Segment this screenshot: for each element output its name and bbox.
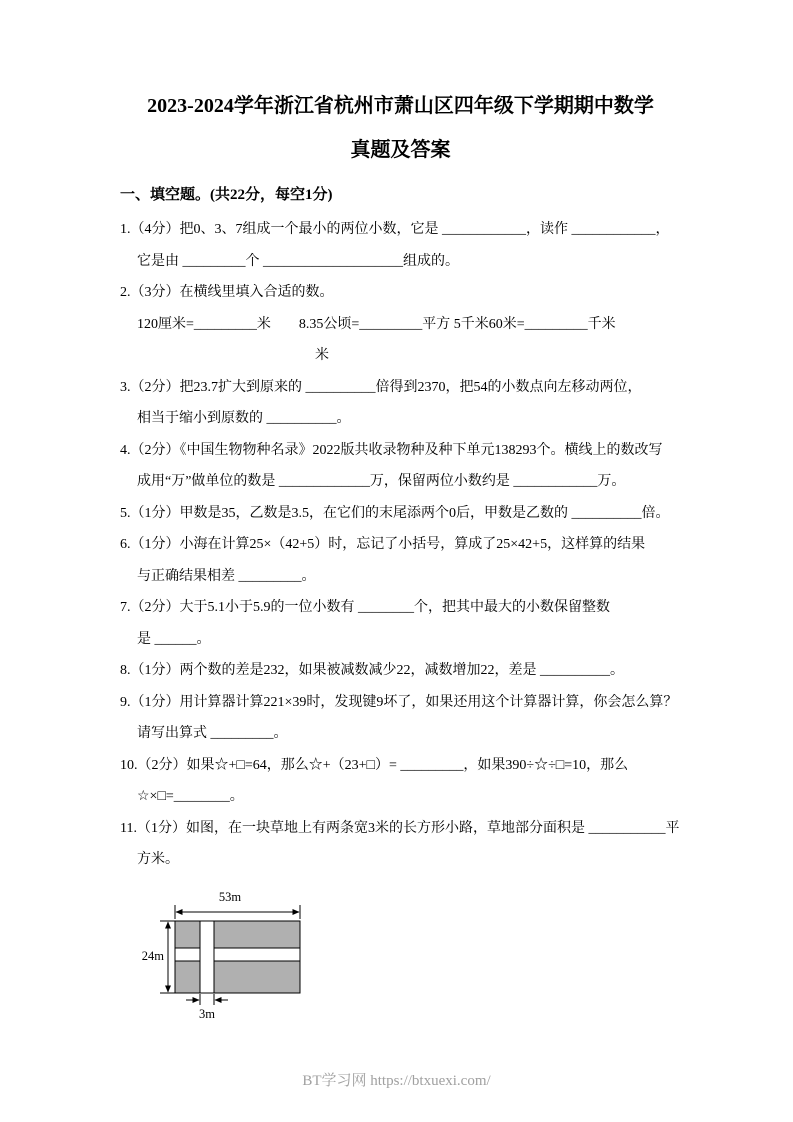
question-6-line-1: 6.（1分）小海在计算25×（42+5）时，忘记了小括号，算成了25×42+5，这样算的结果 [120, 537, 646, 552]
question-5 [120, 498, 681, 530]
question-3-line-2: 相当于缩小到原数的 __________。 [137, 411, 351, 426]
horizontal-path [175, 948, 300, 961]
question-list [120, 214, 681, 876]
question-2-line-3: 米 [315, 348, 329, 363]
figure-height-label: 24m [141, 948, 164, 963]
question-4 [120, 435, 681, 498]
question-6 [120, 529, 681, 592]
question-1 [120, 214, 681, 277]
question-10 [120, 750, 681, 813]
question-2-line-2: 120厘米=_________米 8.35公顷=_________平方 5千米60米=_________千米 [137, 316, 616, 332]
question-4-line-1: 4.（2分）《中国生物物种名录》2022版共收录物种及种下单元138293个。横线上的数改写 [120, 442, 663, 458]
question-4-line-2: 成用“万”做单位的数是 _____________万，保留两位小数约是 ____________万。 [137, 474, 626, 489]
vertical-path [200, 921, 214, 993]
garden-path-figure [140, 888, 681, 1027]
title-line-1: 2023-2024学年浙江省杭州市萧山区四年级下学期期中数学 [147, 95, 654, 117]
document-title [120, 84, 681, 172]
question-7-line-2: 是 ______。 [137, 631, 211, 647]
question-6-line-2: 与正确结果相差 _________。 [137, 568, 316, 584]
question-1-line-1: 1.（4分）把0、3、7组成一个最小的两位小数，它是 ____________，读作 ____________， [120, 222, 670, 237]
question-11 [120, 813, 681, 876]
question-3-line-1: 3.（2分）把23.7扩大到原来的 __________倍得到2370，把54的小数点向左移动两位， [120, 379, 642, 395]
question-7-line-1: 7.（2分）大于5.1小于5.9的一位小数有 ________个，把其中最大的小数保留整数 [120, 600, 610, 615]
question-7 [120, 592, 681, 655]
question-2 [120, 277, 681, 372]
question-1-line-2: 它是由 _________个 ____________________组成的。 [137, 253, 459, 269]
figure-width-label: 53m [218, 889, 242, 904]
question-8-line-1: 8.（1分）两个数的差是232，如果被减数减少22，减数增加22，差是 __________。 [120, 663, 624, 678]
figure-path-width-label: 3m [199, 1006, 215, 1021]
question-9 [120, 687, 681, 750]
question-10-line-1: 10.（2分）如果☆+□=64，那么☆+（23+□）= _________，如果390÷☆÷□=10，那么 [120, 757, 629, 773]
footer-watermark: BT学习网 https://btxuexi.com/ [302, 1073, 491, 1089]
question-9-line-2: 请写出算式 _________。 [137, 726, 288, 741]
question-8 [120, 655, 681, 687]
question-11-line-1: 11.（1分）如图，在一块草地上有两条宽3米的长方形小路，草地部分面积是 ___________平 [120, 820, 680, 836]
question-11-line-2: 方米。 [137, 852, 179, 867]
question-2-line-1: 2.（3分）在横线里填入合适的数。 [120, 285, 334, 300]
question-3 [120, 372, 681, 435]
garden-path-diagram [140, 888, 350, 1022]
title-line-2: 真题及答案 [350, 139, 451, 161]
question-9-line-1: 9.（1分）用计算器计算221×39时，发现键9坏了，如果还用这个计算器计算，你会怎么算？ [120, 694, 678, 710]
question-5-line-1: 5.（1分）甲数是35，乙数是3.5，在它们的末尾添两个0后，甲数是乙数的 __________倍。 [120, 505, 670, 521]
question-10-line-2: ☆×□=________。 [137, 789, 244, 804]
section-heading: 一、填空题。(共22分，每空1分) [120, 187, 333, 203]
